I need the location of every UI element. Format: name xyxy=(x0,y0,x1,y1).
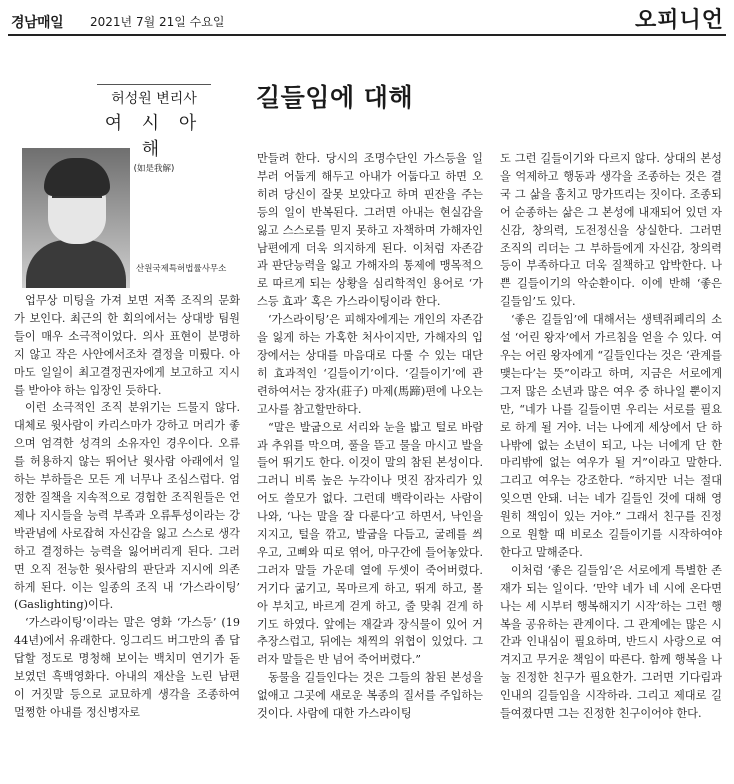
byline-divider xyxy=(97,84,211,85)
article-column-2 xyxy=(257,150,483,723)
paragraph-7: ‘좋은 길들임’에 대해서는 생텍쥐페리의 소설 ‘어린 왕자’에서 가르침을 얻을 수 있다. 여우는 어린 왕자에게 “길들인다는 것은 ‘관계를 맺는다’는 뜻”이라고 하며, 지금은 서로에게 그저 많은 소년과 많은 여우 중 하나일 뿐이지만, “네가 나를 길들이면 우리는 서로를 필요로 하게 될 거야. 너는 나에게 세상에서 단 하나밖에 없는 소년이 되고, 나는 너에게 단 한 마리밖에 없는 여우가 될 거”이라고 말한다. 그리고 여우는 강조한다. “하지만 너는 절대 잊으면 안돼. 너는 네가 길들인 것에 대해 영원히 책임이 있는 거야.” 그래서 친구를 진정으로 원할 때 비로소 길들이기를 시작하여야 한다고 말해준다. xyxy=(500,313,722,559)
paragraph-1: 업무상 미팅을 가져 보면 저쪽 조직의 문화가 보인다. 최근의 한 회의에서는 상대방 팀원들이 매우 소극적이었다. 의사 표현이 분명하지 않고 작은 사안에서조차 결정을 미뤘다. 아마도 일일이 최고결정권자에게 보고하고 지시를 받아야 하는 입장인 듯하다. xyxy=(14,294,240,397)
masthead-rule xyxy=(8,34,726,36)
paragraph-6-part-1: 동물을 길들인다는 것은 그들의 참된 본성을 없애고 그곳에 새로운 복종의 질서를 주입하는 것이다. 사람에 대한 가스라이팅 xyxy=(257,671,483,721)
section-title: 오피니언 xyxy=(634,8,724,33)
article-column-1 xyxy=(14,292,240,722)
article-column-3 xyxy=(500,150,722,723)
newspaper-name: 경남매일 xyxy=(11,15,64,31)
author-role: 허성원 변리사 xyxy=(111,91,197,107)
column-name: 여 시 아 해 xyxy=(104,113,204,160)
masthead xyxy=(0,0,734,34)
paragraph-6-part-2: 도 그런 길들이기와 다르지 않다. 상대의 본성을 억제하고 행동과 생각을 조종하는 것은 결국 그 삶을 훔치고 망가뜨리는 짓이다. 조종되어 순종하는 삶은 그 본성에 내재되어 있던 자신감, 창의력, 도전정신을 상실한다. 그러면 조직의 리더는 그 부하들에게 자신감, 창의력 등이 부족하다고 더욱 질책하고 압박한다. 나쁜 길들이기의 악순환이다. 이에 반해 ‘좋은 길들임’도 있다. xyxy=(500,152,722,309)
author-photo xyxy=(22,148,130,288)
paragraph-3-part-1: ‘가스라이팅’이라는 말은 영화 ‘가스등’ (1944년)에서 유래한다. 잉그리드 버그만의 좀 답답할 정도로 명청해 보이는 백치미 연기가 돋보였던 흑백영화다. 아내의 재산을 노린 남편이 거짓말 등으로 교묘하게 생각을 조종하여 멀쩡한 아내를 정신병자로 xyxy=(14,616,240,719)
column-hanja: (如是我解) xyxy=(133,164,175,174)
issue-date: 2021년 7월 21일 수요일 xyxy=(90,15,225,29)
paragraph-3-part-2: 만들려 한다. 당시의 조명수단인 가스등을 일부러 어둡게 해두고 아내가 어둡다고 하면 오히려 당신이 잘못 보았다고 하며 핀잔을 주는 등의 일이 반복된다. 그러면 아내는 현실감을 잃고 스스로를 믿지 못하고 자책하며 가해자인 남편에게 더욱 의지하게 된다. 이처럼 자존감과 판단능력을 잃고 가해자의 통제에 맹목적으로 따르게 되는 상황을 심리학적인 용어로 ‘가스등 효과’ 혹은 가스라이팅이라 한다. xyxy=(257,152,483,309)
paragraph-2: 이런 소극적인 조직 분위기는 드물지 않다. 대체로 윗사람이 카리스마가 강하고 머리가 좋으며 엄격한 성격의 소유자인 경우이다. 오류를 허용하지 않는 뛰어난 윗사람 아래에서 일하는 부하들은 모든 게 너무나 조심스럽다. 엄정한 질책을 지속적으로 경험한 조직원들은 언제나 지시들을 능력 부족과 오류투성이라는 강박관념에 사로잡혀 자신감을 잃고 스스로 생각하고 결정하는 능력을 잃어버리게 된다. 그러면 오직 전능한 윗사람의 판단과 지시에 의존하게 된다. 이는 일종의 조직 내 ‘가스라이팅’ (Gaslighting)이다. xyxy=(14,401,240,612)
paragraph-8: 이처럼 ‘좋은 길들임’은 서로에게 특별한 존재가 되는 일이다. ‘만약 네가 네 시에 온다면 나는 세 시부터 행복해지기 시작’하는 그런 행복을 공유하는 관계이다. 그 관계에는 많은 시간과 인내심이 필요하며, 반드시 사랑으로 여겨지고 무거운 책임이 따른다. 함께 행복을 나눌 진정한 친구가 필요한가. 그러면 기다림과 인내의 길들임을 시작하라. 그리고 제대로 길들여졌다면 그는 진정한 친구이어야 한다. xyxy=(500,563,722,721)
paragraph-4: ‘가스라이팅’은 피해자에게는 개인의 자존감을 잃게 하는 가혹한 처사이지만, 가해자의 입장에서는 상대를 마음대로 다룰 수 있는 대단히 효과적인 ‘길들이기’이다. ‘길들이기’에 관련하여서는 장자(莊子) 마제(馬蹄)편에 나오는 고사를 참고할만하다. xyxy=(257,313,483,416)
paragraph-5: “말은 발굽으로 서리와 눈을 밟고 털로 바람과 추위를 막으며, 풀을 뜯고 물을 마시고 발을 들어 뛰기도 한다. 이것이 말의 참된 본성이다. 그러니 비록 높은 누각이나 멋진 잠자리가 있어도 쓸모가 없다. 그런데 백락이라는 사람이 나와, ‘나는 말을 잘 다룬다’고 하면서, 낙인을 지지고, 털을 깎고, 발굽을 다듬고, 굴레를 씌우고, 고삐와 띠로 엮어, 마구간에 들어놓았다. 그러자 말들 가운데 열에 두셋이 죽어버렸다. 거기다 굶기고, 목마르게 하고, 뛰게 하고, 몰아 부치고, 바르게 걷게 하고, 줄 맞춰 걷게 하기도 하였다. 앞에는 재갈과 장식물이 있어 거추장스럽고, 뒤에는 채찍의 위협이 있었다. 그러자 말들은 반 넘어 죽어버렸다.” xyxy=(257,420,483,667)
photo-caption: 산원국제특허법률사무소 xyxy=(136,264,227,274)
article-headline: 길들임에 대해 xyxy=(256,83,414,112)
